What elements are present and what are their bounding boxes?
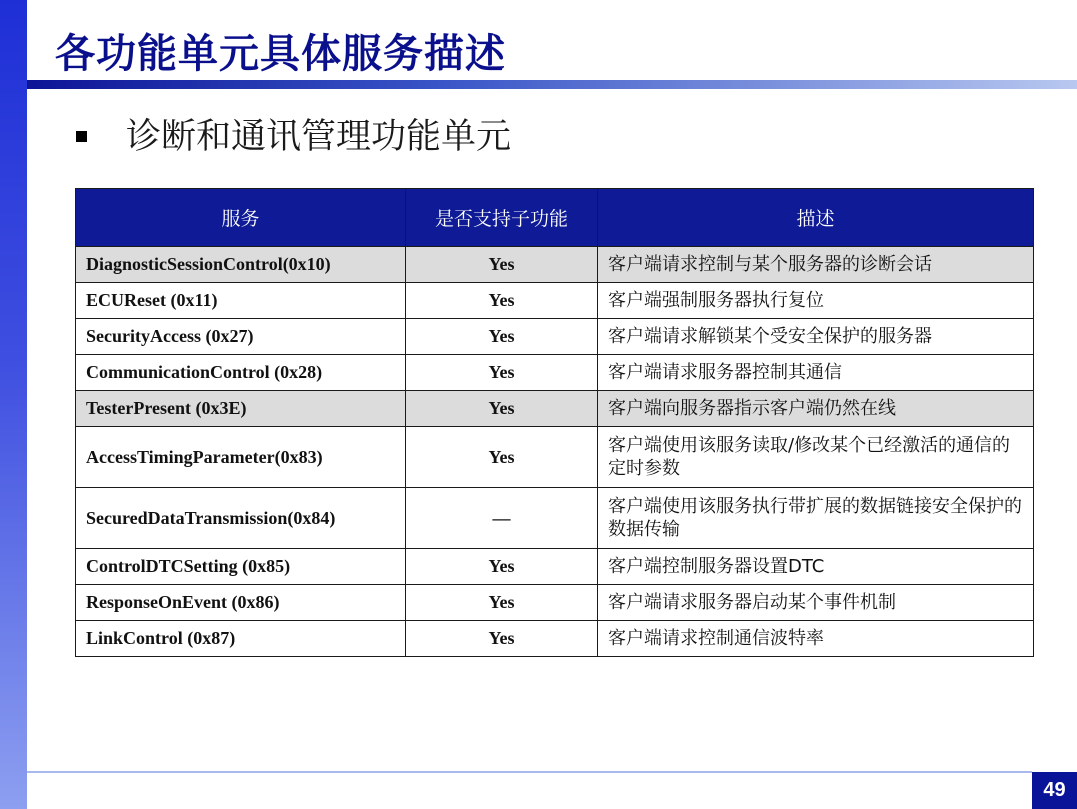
footer-divider (27, 771, 1032, 773)
table-row (76, 247, 1034, 283)
services-table (75, 188, 1034, 657)
subfunction-support: Yes (406, 355, 598, 391)
service-description: 客户端使用该服务执行带扩展的数据链接安全保护的数据传输 (598, 488, 1034, 549)
subfunction-support: Yes (406, 549, 598, 585)
service-description: 客户端向服务器指示客户端仍然在线 (598, 391, 1034, 427)
table-row (76, 585, 1034, 621)
title-underline (27, 80, 1077, 89)
service-name: TesterPresent (0x3E) (76, 391, 406, 427)
subfunction-support: Yes (406, 585, 598, 621)
subfunction-support: Yes (406, 391, 598, 427)
service-name: ControlDTCSetting (0x85) (76, 549, 406, 585)
service-name: ECUReset (0x11) (76, 283, 406, 319)
service-description: 客户端控制服务器设置DTC (598, 549, 1034, 585)
header-service: 服务 (76, 189, 406, 247)
header-description: 描述 (598, 189, 1034, 247)
square-bullet-icon (76, 131, 87, 142)
service-description: 客户端请求解锁某个受安全保护的服务器 (598, 319, 1034, 355)
slide-title: 各功能单元具体服务描述 (55, 31, 506, 77)
service-name: LinkControl (0x87) (76, 621, 406, 657)
table-row (76, 355, 1034, 391)
subfunction-support: Yes (406, 427, 598, 488)
service-name: SecurityAccess (0x27) (76, 319, 406, 355)
subfunction-support: — (406, 488, 598, 549)
table-row (76, 391, 1034, 427)
table-row (76, 319, 1034, 355)
service-name: CommunicationControl (0x28) (76, 355, 406, 391)
service-name: ResponseOnEvent (0x86) (76, 585, 406, 621)
service-description: 客户端使用该服务读取/修改某个已经激活的通信的定时参数 (598, 427, 1034, 488)
section-heading: 诊断和通讯管理功能单元 (126, 117, 512, 157)
subfunction-support: Yes (406, 621, 598, 657)
service-description: 客户端请求控制通信波特率 (598, 621, 1034, 657)
table-row (76, 488, 1034, 549)
service-description: 客户端请求服务器启动某个事件机制 (598, 585, 1034, 621)
left-accent-bar (0, 0, 27, 809)
page-number: 49 (1032, 772, 1077, 809)
table-row (76, 283, 1034, 319)
table-row (76, 427, 1034, 488)
table-row (76, 621, 1034, 657)
table-header-row (76, 189, 1034, 247)
header-subfunction: 是否支持子功能 (406, 189, 598, 247)
service-name: SecuredDataTransmission(0x84) (76, 488, 406, 549)
service-name: DiagnosticSessionControl(0x10) (76, 247, 406, 283)
service-description: 客户端强制服务器执行复位 (598, 283, 1034, 319)
subfunction-support: Yes (406, 319, 598, 355)
table-row (76, 549, 1034, 585)
subfunction-support: Yes (406, 283, 598, 319)
subfunction-support: Yes (406, 247, 598, 283)
service-description: 客户端请求控制与某个服务器的诊断会话 (598, 247, 1034, 283)
service-description: 客户端请求服务器控制其通信 (598, 355, 1034, 391)
service-name: AccessTimingParameter(0x83) (76, 427, 406, 488)
